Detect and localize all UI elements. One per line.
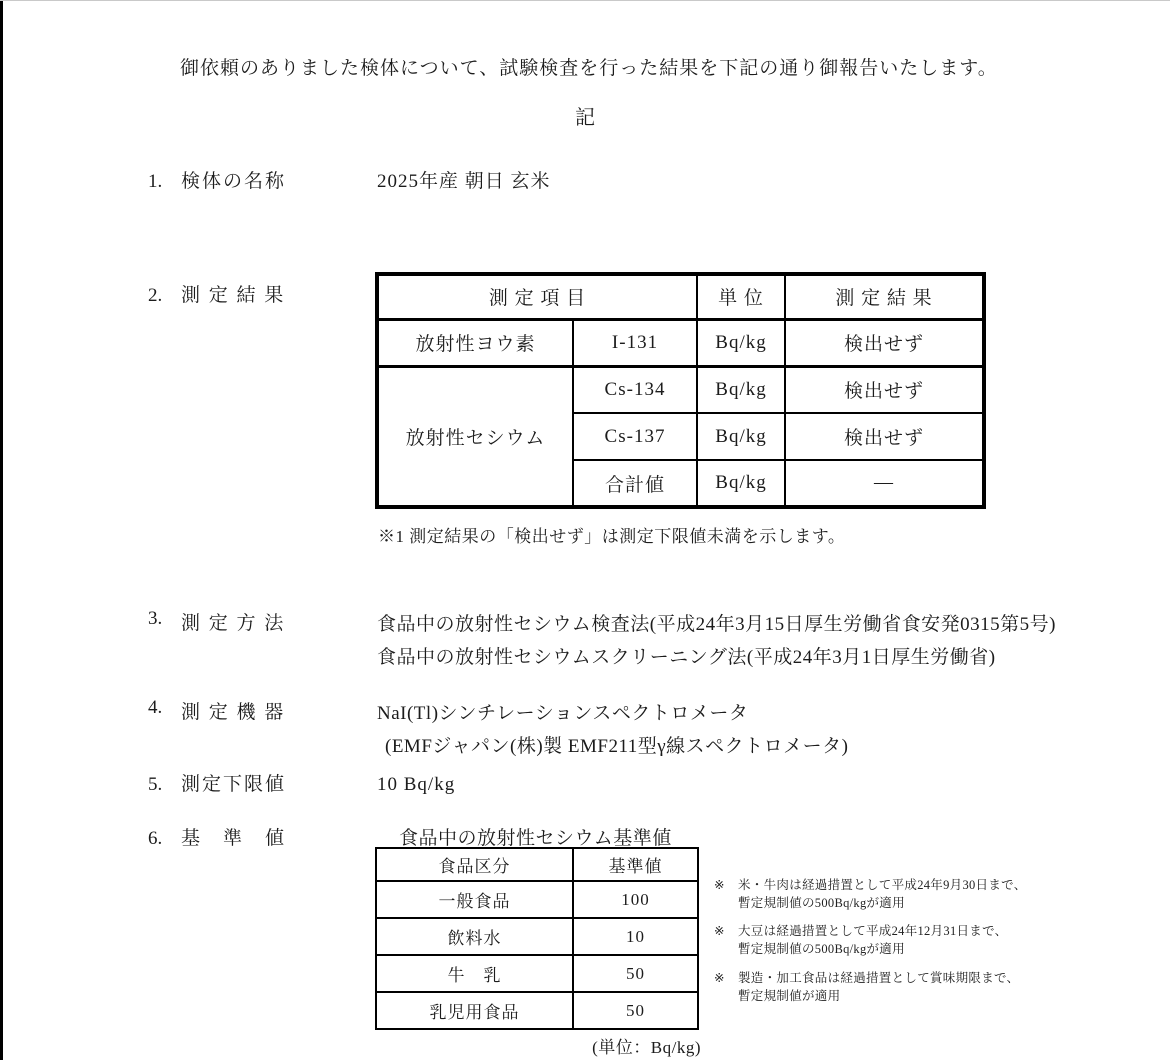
note-rice-beef: [714, 876, 1164, 912]
header-food-category: 食品区分: [376, 848, 573, 881]
header-measured-item: 測 定 項 目: [377, 274, 697, 319]
cell-total-unit: Bq/kg: [697, 460, 785, 507]
measurement-method-lines: [377, 608, 1056, 674]
cell-infant-food-value: 50: [573, 992, 698, 1029]
item-number: 4.: [148, 697, 163, 718]
cell-cs134-unit: Bq/kg: [697, 366, 785, 413]
table-row: [376, 992, 698, 1029]
instrument-line-1: NaI(Tl)シンチレーションスペクトロメータ: [377, 703, 749, 724]
item-number: 2.: [148, 285, 163, 306]
note-line-2: 暫定規制値が適用: [738, 988, 841, 1003]
standard-table-unit-caption: (単位：Bq/kg): [592, 1038, 701, 1057]
item-label: 基 準 値: [181, 828, 287, 849]
result-table-footnote: ※1 測定結果の「検出せず」は測定下限値未満を示します。: [378, 527, 846, 546]
item-label: 測 定 方 法: [181, 613, 286, 634]
cell-total-nuclide: 合計値: [573, 460, 697, 507]
note-line-1: 米・牛肉は経過措置として平成24年9月30日まで、: [738, 878, 1027, 892]
standard-table-container: [375, 847, 699, 1030]
header-unit: 単 位: [697, 274, 785, 319]
cell-cs134-nuclide: Cs-134: [573, 366, 697, 413]
page-left-border: [0, 0, 3, 1060]
note-processed-food: [714, 969, 1164, 1005]
table-row: [377, 319, 984, 366]
cell-iodine-unit: Bq/kg: [697, 319, 785, 366]
reference-mark: ※: [714, 878, 725, 892]
standard-table-header-row: [376, 848, 698, 881]
cell-milk: 牛 乳: [376, 955, 573, 992]
note-line-2: 暫定規制値の500Bq/kgが適用: [738, 896, 905, 911]
cell-general-food-value: 100: [573, 881, 698, 918]
intro-text: 御依頼のありました検体について、試験検査を行った結果を下記の通り御報告いたします。: [180, 58, 998, 79]
cell-general-food: 一般食品: [376, 881, 573, 918]
item-detection-limit: [148, 769, 455, 796]
result-table: [375, 272, 986, 509]
reference-mark: ※: [714, 970, 725, 985]
instrument-lines: [377, 697, 849, 763]
standard-table: [375, 847, 699, 1030]
detection-limit-value: 10 Bq/kg: [377, 774, 456, 795]
cell-iodine-result: 検出せず: [785, 319, 984, 366]
cell-cs137-result: 検出せず: [785, 413, 984, 460]
item-number: 3.: [148, 608, 163, 629]
note-line-1: 大豆は経過措置として平成24年12月31日まで、: [738, 924, 1008, 939]
item-measurement-method: [148, 608, 1056, 674]
cell-drinking-water-value: 10: [573, 918, 698, 955]
table-row: [376, 918, 698, 955]
cell-drinking-water: 飲料水: [376, 918, 573, 955]
standard-table-notes: [714, 876, 1164, 1015]
item-label: 測 定 機 器: [181, 702, 286, 723]
table-row: [376, 881, 698, 918]
method-line-2: 食品中の放射性セシウムスクリーニング法(平成24年3月1日厚生労働省): [377, 647, 996, 668]
note-soybean: [714, 922, 1164, 958]
page-top-border: [0, 0, 1170, 1]
result-table-container: [375, 272, 986, 509]
cell-milk-value: 50: [573, 955, 698, 992]
item-number: 1.: [148, 171, 163, 192]
instrument-line-2: (EMFジャパン(株)製 EMF211型γ線スペクトロメータ): [385, 736, 849, 757]
cell-cs137-nuclide: Cs-137: [573, 413, 697, 460]
header-standard-value: 基準値: [573, 848, 698, 881]
cell-infant-food: 乳児用食品: [376, 992, 573, 1029]
item-measurement-instrument: [148, 697, 849, 763]
sample-name-value: 2025年産 朝日 玄米: [377, 171, 551, 192]
table-row: [376, 955, 698, 992]
item-label: 測定下限値: [181, 774, 287, 795]
cell-iodine-nuclide: I-131: [573, 319, 697, 366]
cell-cesium-group: 放射性セシウム: [377, 366, 573, 507]
table-row: [377, 366, 984, 413]
method-line-1: 食品中の放射性セシウム検査法(平成24年3月15日厚生労働省食安発0315第5号): [377, 614, 1056, 635]
ki-heading: 記: [575, 107, 595, 129]
cell-cs137-unit: Bq/kg: [697, 413, 785, 460]
item-sample-name: [148, 166, 551, 193]
item-measurement-results: [148, 280, 377, 307]
standard-table-title: 食品中の放射性セシウム基準値: [399, 828, 672, 849]
item-standard-value: [148, 823, 672, 850]
item-number: 5.: [148, 774, 163, 795]
cell-total-result: ―: [785, 460, 984, 507]
item-label: 検体の名称: [181, 171, 287, 192]
cell-iodine-group: 放射性ヨウ素: [377, 319, 573, 366]
note-line-2: 暫定規制値の500Bq/kgが適用: [738, 942, 905, 957]
cell-cs134-result: 検出せず: [785, 366, 984, 413]
item-label: 測 定 結 果: [181, 285, 286, 306]
note-line-1: 製造・加工食品は経過措置として賞味期限まで、: [738, 970, 1020, 985]
result-table-header-row: [377, 274, 984, 319]
item-number: 6.: [148, 828, 163, 849]
reference-mark: ※: [714, 924, 725, 939]
header-result: 測 定 結 果: [785, 274, 984, 319]
